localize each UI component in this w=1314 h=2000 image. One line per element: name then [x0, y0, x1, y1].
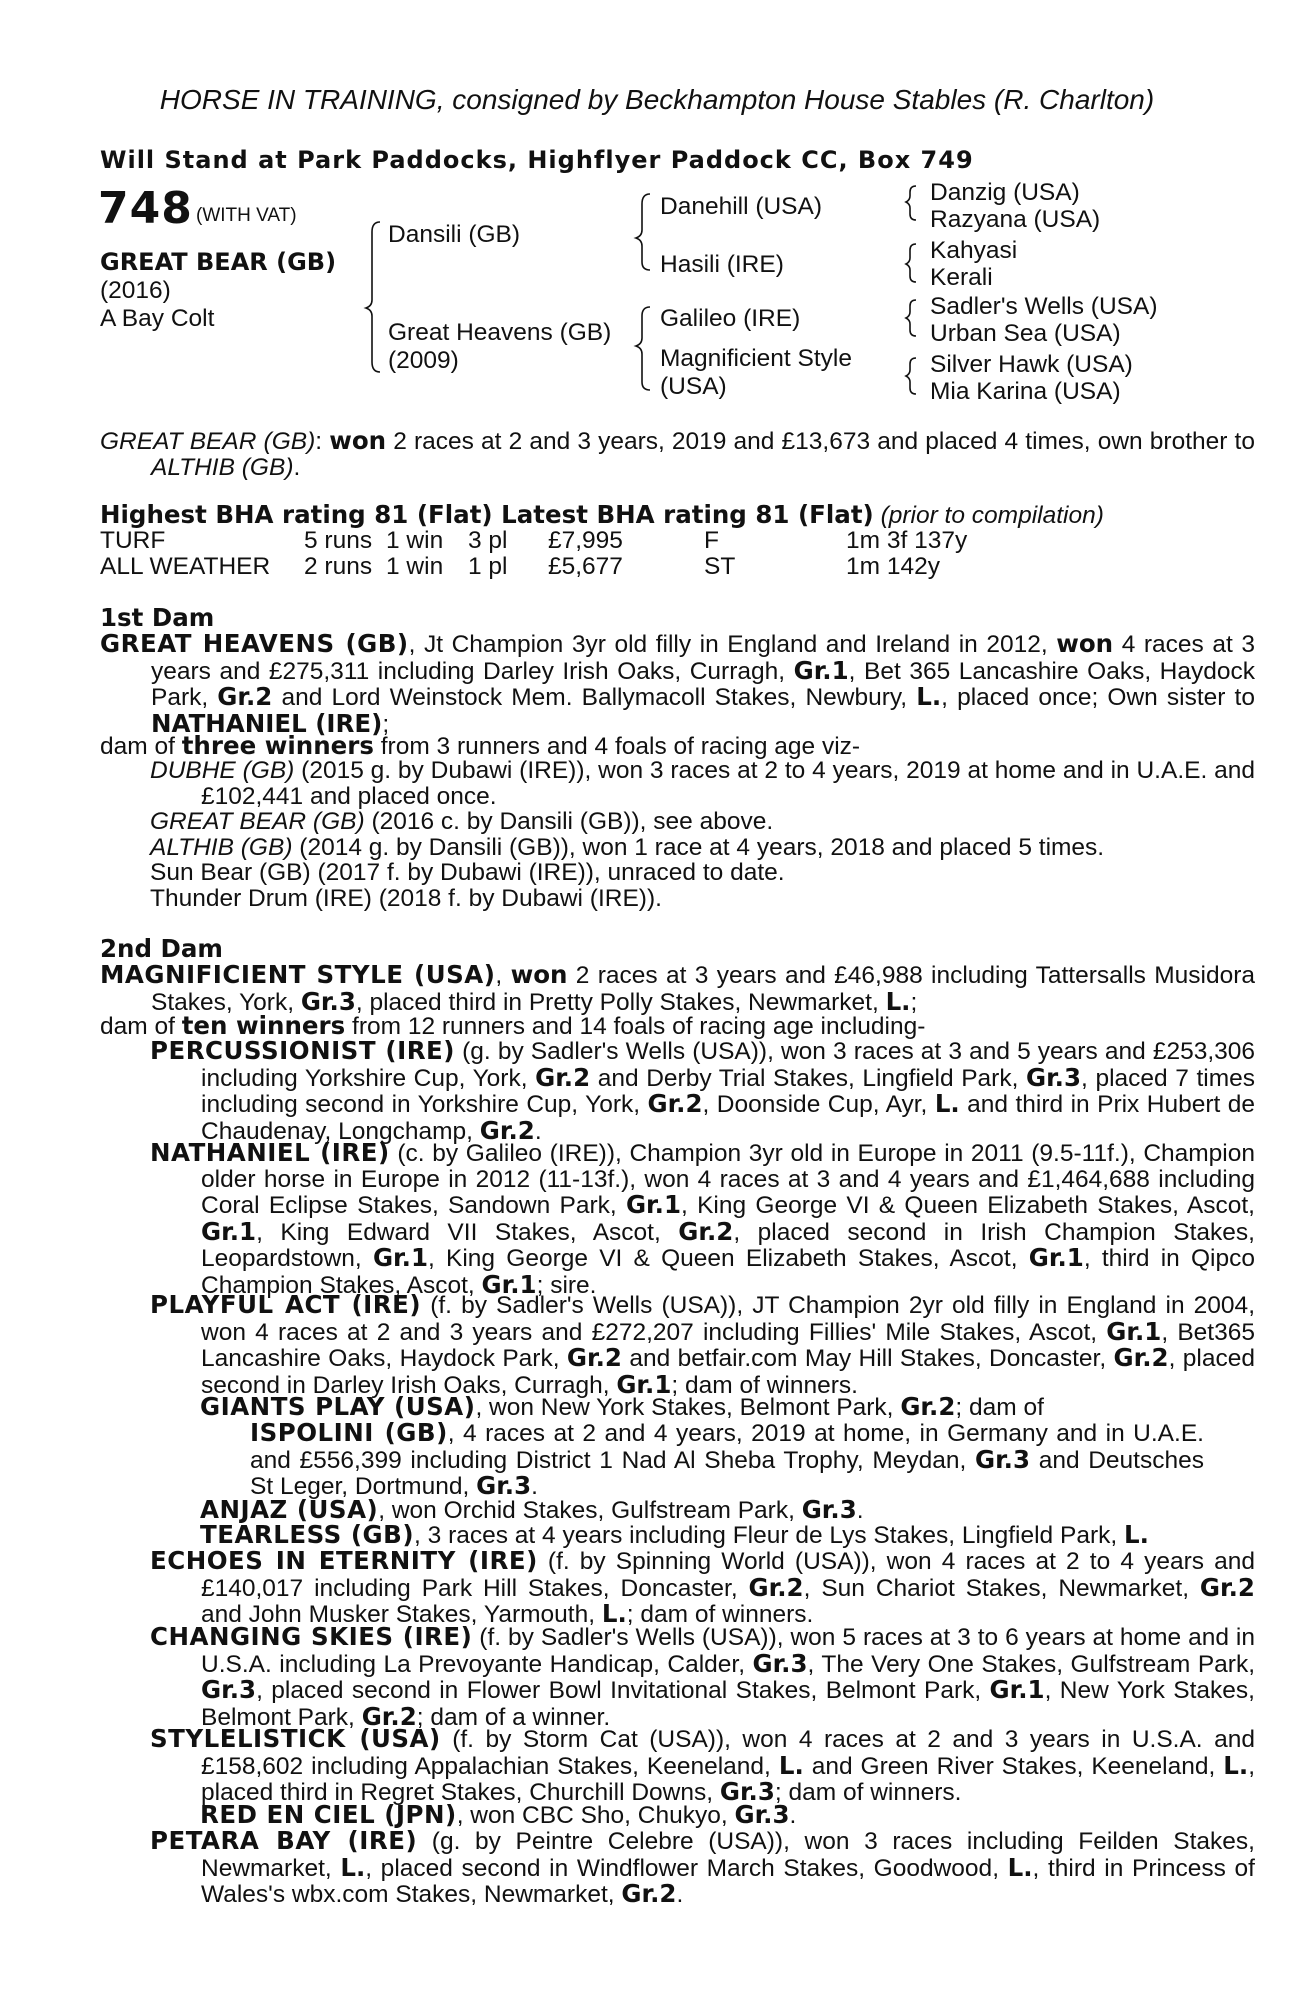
catalogue-page: HORSE IN TRAINING, consigned by Beckhampton House Stables (R. Charlton) Will Stand at Park Paddocks, Highflyer Paddock CC, Box 749 748 (WITH VAT) GREAT BEAR (GB) (2016) A Bay Colt Dansili (GB) Great Heavens (GB) (2009) Danehill (USA) Hasili (IRE) Galileo (IRE) Magnificient Style (USA) Danzig (USA) Razyana (USA) Kahyasi Kerali Sadler's Wells (USA) Urban Sea (USA) Silver Hawk (USA) Mia Karina (USA) GREAT BEAR (GB): won 2 races at 2 and 3 years, 2019 and £13,673 and placed 4 times, own brother to ALTHIB (GB). Highest BHA rating 81 (Flat) Latest BHA rating 81 (Flat) (prior to compilation) TURF 5 runs 1 win 3 pl £7,995 F 1m 3f 137y ALL WEATHER 2 runs 1 win 1 pl £5,677 ST 1m 142y 1st Dam GREAT HEAVENS (GB), Jt Champion 3yr old filly in England and Ireland in 2012, won 4 races at 3 years and £275,311 including Darley Irish Oaks, Curragh, Gr.1, Bet 365 Lancashire Oaks, Haydock Park, Gr.2 and Lord Weinstock Mem. Ballymacoll Stakes, Newbury, L., placed once; Own sister to NATHANIEL (IRE); dam of three winners from 3 runners and 4 foals of racing age viz- DUBHE (GB) (2015 g. by Dubawi (IRE)), won 3 races at 2 to 4 years, 2019 at home and in U.A.E. and £102,441 and placed once. GREAT BEAR (GB) (2016 c. by Dansili (GB)), see above. ALTHIB (GB) (2014 g. by Dansili (GB)), won 1 race at 4 years, 2018 and placed 5 times. Sun Bear (GB) (2017 f. by Dubawi (IRE)), unraced to date. Thunder Drum (IRE) (2018 f. by Dubawi (IRE)). 2nd Dam MAGNIFICIENT STYLE (USA), won 2 races at 3 years and £46,988 including Tattersalls Musidora Stakes, York, Gr.3, placed third in Pretty Polly Stakes, Newmarket, L.; dam of ten winners from 12 runners and 14 foals of racing age including- PERCUSSIONIST (IRE) (g. by Sadler's Wells (USA)), won 3 races at 3 and 5 years and £253,306 including Yorkshire Cup, York, Gr.2 and Derby Trial Stakes, Lingfield Park, Gr.3, placed 7 times including second in Yorkshire Cup, York, Gr.2, Doonside Cup, Ayr, L. and third in Prix Hubert de Chaudenay, Longchamp, Gr.2. NATHANIEL (IRE) (c. by Galileo (IRE)), Champion 3yr old in Europe in 2011 (9.5-11f.), Champion older horse in Europe in 2012 (11-13f.), won 4 races at 3 and 4 years and £1,464,688 including Coral Eclipse Stakes, Sandown Park, Gr.1, King George VI & Queen Elizabeth Stakes, Ascot, Gr.1, King Edward VII Stakes, Ascot, Gr.2, placed second in Irish Champion Stakes, Leopardstown, Gr.1, King George VI & Queen Elizabeth Stakes, Ascot, Gr.1, third in Qipco Champion Stakes, Ascot, Gr.1; sire. PLAYFUL ACT (IRE) (f. by Sadler's Wells (USA)), JT Champion 2yr old filly in England in 2004, won 4 races at 2 and 3 years and £272,207 including Fillies' Mile Stakes, Ascot, Gr.1, Bet365 Lancashire Oaks, Haydock Park, Gr.2 and betfair.com May Hill Stakes, Doncaster, Gr.2, placed second in Darley Irish Oaks, Curragh, Gr.1; dam of winners. GIANTS PLAY (USA), won New York Stakes, Belmont Park, Gr.2; dam of ISPOLINI (GB), 4 races at 2 and 4 years, 2019 at home, in Germany and in U.A.E. and £556,399 including District 1 Nad Al Sheba Trophy, Meydan, Gr.3 and Deutsches St Leger, Dortmund, Gr.3. ANJAZ (USA), won Orchid Stakes, Gulfstream Park, Gr.3. TEARLESS (GB), 3 races at 4 years including Fleur de Lys Stakes, Lingfield Park, L. ECHOES IN ETERNITY (IRE) (f. by Spinning World (USA)), won 4 races at 2 to 4 years and £140,017 including Park Hill Stakes, Doncaster, Gr.2, Sun Chariot Stakes, Newmarket, Gr.2 and John Musker Stakes, Yarmouth, L.; dam of winners. CHANGING SKIES (IRE) (f. by Sadler's Wells (USA)), won 5 races at 3 to 6 years at home and in U.S.A. including La Prevoyante Handicap, Calder, Gr.3, The Very One Stakes, Gulfstream Park, Gr.3, placed second in Flower Bowl Invitational Stakes, Belmont Park, Gr.1, New York Stakes, Belmont Park, Gr.2; dam of a winner. STYLELISTICK (USA) (f. by Storm Cat (USA)), won 4 races at 2 and 3 years in U.S.A. and £158,602 including Appalachian Stakes, Keeneland, L. and Green River Stakes, Keeneland, L., placed third in Regret Stakes, Churchill Downs, Gr.3; dam of winners. RED EN CIEL (JPN), won CBC Sho, Chukyo, Gr.3. PETARA BAY (IRE) (g. by Peintre Celebre (USA)), won 3 races including Feilden Stakes, Newmarket, L., placed second in Windflower March Stakes, Goodwood, L., third in Princess of Wales's wbx.com Stakes, Newmarket, Gr.2. — [0, 0, 1314, 2000]
produce-red-en-ciel: RED EN CIEL (JPN), won CBC Sho, Chukyo, Gr.3. — [200, 1800, 797, 1829]
pedigree-dam-dam-country: (USA) — [660, 373, 727, 400]
pedigree-dam: Great Heavens (GB) — [388, 319, 612, 346]
pedigree-g8: Mia Karina (USA) — [930, 378, 1121, 405]
produce-ispolini: ISPOLINI (GB), 4 races at 2 and 4 years, 2019 at home, in Germany and in U.A.E. and £556,399 including District 1 Nad Al Sheba Trophy, Meydan, Gr.3 and Deutsches St Leger, Dortmund, Gr.3. — [250, 1418, 1204, 1500]
produce-petara-bay: PETARA BAY (IRE) (g. by Peintre Celebre (USA)), won 3 races including Feilden Stakes, Newmarket, L., placed second in Windflower March Stakes, Goodwood, L., third in Princess of Wales's wbx.com Stakes, Newmarket, Gr.2. — [150, 1826, 1255, 1908]
lot-number: 748 — [98, 183, 193, 234]
page-title: HORSE IN TRAINING, consigned by Beckhampton House Stables (R. Charlton) — [159, 84, 1155, 115]
pedigree-g7: Silver Hawk (USA) — [930, 351, 1133, 378]
pedigree-dam-sire: Galileo (IRE) — [660, 305, 801, 332]
pedigree-sire-sire: Danehill (USA) — [660, 193, 823, 220]
pedigree-g4: Kerali — [930, 264, 993, 291]
pedigree-dam-year: (2009) — [388, 347, 459, 374]
horse-description: A Bay Colt — [100, 305, 215, 332]
first-dam-heading: 1st Dam — [100, 603, 215, 632]
produce-echoes-in-eternity: ECHOES IN ETERNITY (IRE) (f. by Spinning World (USA)), won 4 races at 2 to 4 years and £140,017 including Park Hill Stakes, Doncaster, Gr.2, Sun Chariot Stakes, Newmarket, Gr.2 and John Musker Stakes, Yarmouth, L.; dam of winners. — [150, 1546, 1255, 1628]
produce-althib: ALTHIB (GB) (2014 g. by Dansili (GB)), won 1 race at 4 years, 2018 and placed 5 times. — [150, 834, 1105, 861]
second-dam-heading: 2nd Dam — [100, 934, 223, 963]
produce-thunder-drum: Thunder Drum (IRE) (2018 f. by Dubawi (IRE)). — [150, 885, 662, 912]
vat-note: (WITH VAT) — [196, 205, 297, 226]
rating-heading: Highest BHA rating 81 (Flat) Latest BHA rating 81 (Flat) (prior to compilation) — [100, 500, 1104, 529]
horse-year: (2016) — [100, 277, 171, 304]
first-dam-paragraph: GREAT HEAVENS (GB), Jt Champion 3yr old filly in England and Ireland in 2012, won 4 races at 3 years and £275,311 including Darley Irish Oaks, Curragh, Gr.1, Bet 365 Lancashire Oaks, Haydock Park, Gr.2 and Lord Weinstock Mem. Ballymacoll Stakes, Newbury, L., placed once; Own sister to NATHANIEL (IRE); — [100, 629, 1255, 738]
produce-sun-bear: Sun Bear (GB) (2017 f. by Dubawi (IRE)), unraced to date. — [150, 859, 785, 886]
second-dam-paragraph: MAGNIFICIENT STYLE (USA), won 2 races at 3 years and £46,988 including Tattersalls Musidora Stakes, York, Gr.3, placed third in Pretty Polly Stakes, Newmarket, L.; — [100, 960, 1256, 1016]
produce-tearless: TEARLESS (GB), 3 races at 4 years including Fleur de Lys Stakes, Lingfield Park, L. — [200, 1520, 1149, 1549]
race-summary: GREAT BEAR (GB): won 2 races at 2 and 3 years, 2019 and £13,673 and placed 4 times, own brother to ALTHIB (GB). — [100, 426, 1255, 481]
produce-great-bear: GREAT BEAR (GB) (2016 c. by Dansili (GB)), see above. — [150, 808, 774, 835]
pedigree-sire: Dansili (GB) — [388, 221, 521, 248]
produce-stylelistick: STYLELISTICK (USA) (f. by Storm Cat (USA)), won 4 races at 2 and 3 years in U.S.A. and £158,602 including Appalachian Stakes, Keeneland, L. and Green River Stakes, Keeneland, L., placed third in Regret Stakes, Churchill Downs, Gr.3; dam of winners. — [150, 1724, 1255, 1806]
pedigree-g6: Urban Sea (USA) — [930, 320, 1121, 347]
produce-anjaz: ANJAZ (USA), won Orchid Stakes, Gulfstream Park, Gr.3. — [200, 1495, 864, 1524]
first-dam-produce-intro: dam of three winners from 3 runners and 4 foals of racing age viz- — [100, 731, 861, 760]
pedigree-g5: Sadler's Wells (USA) — [930, 293, 1158, 320]
pedigree-g1: Danzig (USA) — [930, 179, 1080, 206]
produce-nathaniel: NATHANIEL (IRE) (c. by Galileo (IRE)), Champion 3yr old in Europe in 2011 (9.5-11f.), Champion older horse in Europe in 2012 (11-13f.), won 4 races at 3 and 4 years and £1,464,688 including Coral Eclipse Stakes, Sandown Park, Gr.1, King George VI & Queen Elizabeth Stakes, Ascot, Gr.1, King Edward VII Stakes, Ascot, Gr.2, placed second in Irish Champion Stakes, Leopardstown, Gr.1, King George VI & Queen Elizabeth Stakes, Ascot, Gr.1, third in Qipco Champion Stakes, Ascot, Gr.1; sire. — [150, 1138, 1255, 1299]
pedigree-dam-dam: Magnificient Style — [660, 345, 853, 372]
stand-location: Will Stand at Park Paddocks, Highflyer Paddock CC, Box 749 — [100, 146, 974, 174]
pedigree-g3: Kahyasi — [930, 237, 1018, 264]
produce-giants-play: GIANTS PLAY (USA), won New York Stakes, Belmont Park, Gr.2; dam of — [200, 1392, 1044, 1421]
produce-percussionist: PERCUSSIONIST (IRE) (g. by Sadler's Wells (USA)), won 3 races at 3 and 5 years and £253,306 including Yorkshire Cup, York, Gr.2 and Derby Trial Stakes, Lingfield Park, Gr.3, placed 7 times including second in Yorkshire Cup, York, Gr.2, Doonside Cup, Ayr, L. and third in Prix Hubert de Chaudenay, Longchamp, Gr.2. — [150, 1036, 1256, 1145]
pedigree-sire-dam: Hasili (IRE) — [660, 251, 784, 278]
second-dam-produce-intro: dam of ten winners from 12 runners and 14 foals of racing age including- — [100, 1011, 926, 1040]
horse-name: GREAT BEAR (GB) — [100, 248, 337, 276]
produce-playful-act: PLAYFUL ACT (IRE) (f. by Sadler's Wells (USA)), JT Champion 2yr old filly in England in 2004, won 4 races at 2 and 3 years and £272,207 including Fillies' Mile Stakes, Ascot, Gr.1, Bet365 Lancashire Oaks, Haydock Park, Gr.2 and betfair.com May Hill Stakes, Doncaster, Gr.2, placed second in Darley Irish Oaks, Curragh, Gr.1; dam of winners. — [150, 1290, 1255, 1399]
produce-changing-skies: CHANGING SKIES (IRE) (f. by Sadler's Wells (USA)), won 5 races at 3 to 6 years at home and in U.S.A. including La Prevoyante Handicap, Calder, Gr.3, The Very One Stakes, Gulfstream Park, Gr.3, placed second in Flower Bowl Invitational Stakes, Belmont Park, Gr.1, New York Stakes, Belmont Park, Gr.2; dam of a winner. — [150, 1622, 1255, 1731]
produce-dubhe: DUBHE (GB) (2015 g. by Dubawi (IRE)), won 3 races at 2 to 4 years, 2019 at home and in U.A.E. and £102,441 and placed once. — [150, 757, 1256, 810]
pedigree-g2: Razyana (USA) — [930, 206, 1101, 233]
